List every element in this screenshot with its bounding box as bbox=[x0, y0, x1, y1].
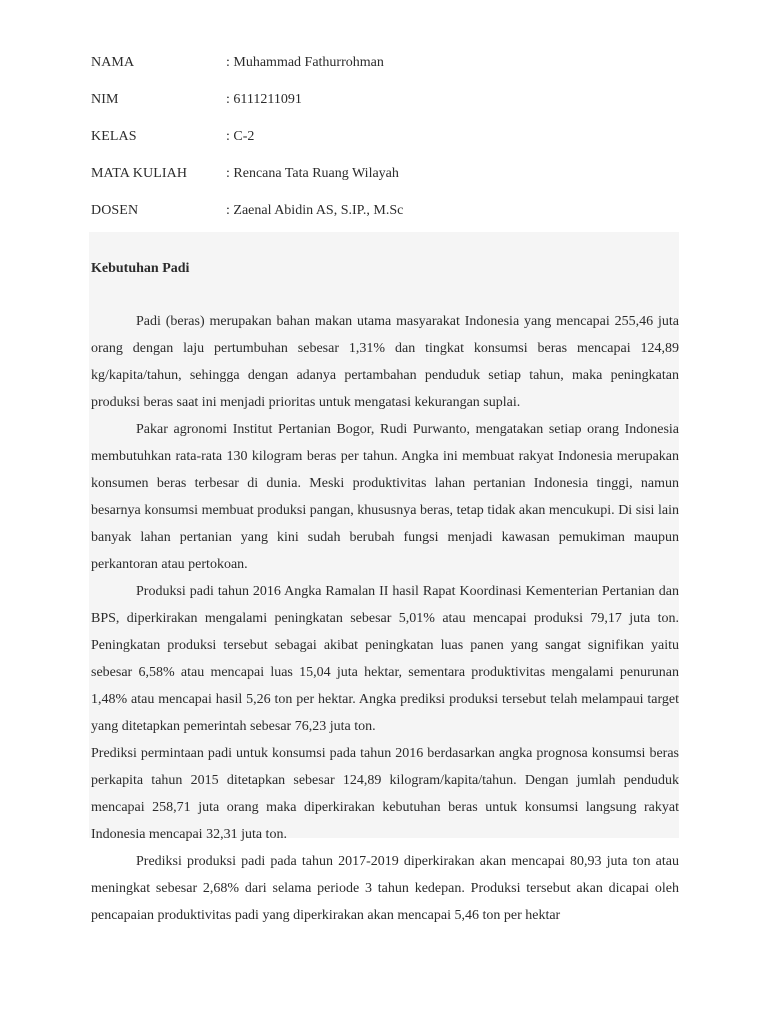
info-row-nama bbox=[91, 44, 691, 81]
info-row-nim bbox=[91, 81, 691, 118]
info-value: : Rencana Tata Ruang Wilayah bbox=[226, 166, 691, 182]
info-value: : C-2 bbox=[226, 129, 691, 145]
section-title: Kebutuhan Padi bbox=[91, 261, 190, 276]
paragraph: Padi (beras) merupakan bahan makan utama masyarakat Indonesia yang mencapai 255,46 juta orang dengan laju pertumbuhan sebesar 1,31% dan tingkat konsumsi beras mencapai 124,89 kg/kapita/tahun, sehingga dengan adanya pertambahan penduduk setiap tahun, maka peningkatan produksi beras saat ini menjadi prioritas untuk mengatasi kekurangan suplai. bbox=[91, 314, 679, 410]
paragraph: Pakar agronomi Institut Pertanian Bogor, Rudi Purwanto, mengatakan setiap orang Indonesia membutuhkan rata-rata 130 kilogram beras per tahun. Angka ini membuat rakyat Indonesia merupakan konsumen beras terbesar di dunia. Meski produktivitas lahan pertanian Indonesia tinggi, namun besarnya konsumsi membuat produksi pangan, khususnya beras, tetap tidak akan mencukupi. Di sisi lain banyak lahan pertanian yang kini sudah berubah fungsi menjadi kawasan pemukiman maupun perkantoran atau pertokoan. bbox=[91, 422, 679, 572]
paragraph: Produksi padi tahun 2016 Angka Ramalan II hasil Rapat Koordinasi Kementerian Pertanian dan BPS, diperkirakan mengalami peningkatan sebesar 5,01% atau mencapai produksi 79,17 juta ton. Peningkatan produksi tersebut sebagai akibat peningkatan luas panen yang sangat signifikan yaitu sebesar 6,58% atau mencapai luas 15,04 juta hektar, sementara produktivitas mengalami penurunan 1,48% atau mencapai hasil 5,26 ton per hektar. Angka prediksi produksi tersebut telah melampaui target yang ditetapkan pemerintah sebesar 76,23 juta ton. bbox=[91, 584, 679, 734]
info-value: : Muhammad Fathurrohman bbox=[226, 55, 691, 71]
info-row-dosen bbox=[91, 192, 691, 229]
paragraph: Prediksi produksi padi pada tahun 2017-2019 diperkirakan akan mencapai 80,93 juta ton atau meningkat sebesar 2,68% dari selama periode 3 tahun kedepan. Produksi tersebut akan dicapai oleh pencapaian produktivitas padi yang diperkirakan akan mencapai 5,46 ton per hektar bbox=[91, 854, 679, 923]
info-row-mata-kuliah bbox=[91, 155, 691, 192]
info-label: MATA KULIAH bbox=[91, 165, 188, 181]
info-label: KELAS bbox=[91, 128, 137, 144]
info-value: : 6111211091 bbox=[226, 92, 691, 108]
info-label: NAMA bbox=[91, 54, 135, 70]
info-label: NIM bbox=[91, 91, 119, 107]
document-body bbox=[91, 254, 679, 929]
info-label: DOSEN bbox=[91, 202, 139, 218]
student-info bbox=[91, 44, 691, 229]
info-value: : Zaenal Abidin AS, S.IP., M.Sc bbox=[226, 203, 691, 219]
info-row-kelas bbox=[91, 118, 691, 155]
paragraph: Prediksi permintaan padi untuk konsumsi pada tahun 2016 berdasarkan angka prognosa konsumsi beras perkapita tahun 2015 ditetapkan sebesar 124,89 kilogram/kapita/tahun. Dengan jumlah penduduk mencapai 258,71 juta orang maka diperkirakan kebutuhan beras untuk konsumsi langsung rakyat Indonesia mencapai 32,31 juta ton. bbox=[91, 746, 679, 842]
